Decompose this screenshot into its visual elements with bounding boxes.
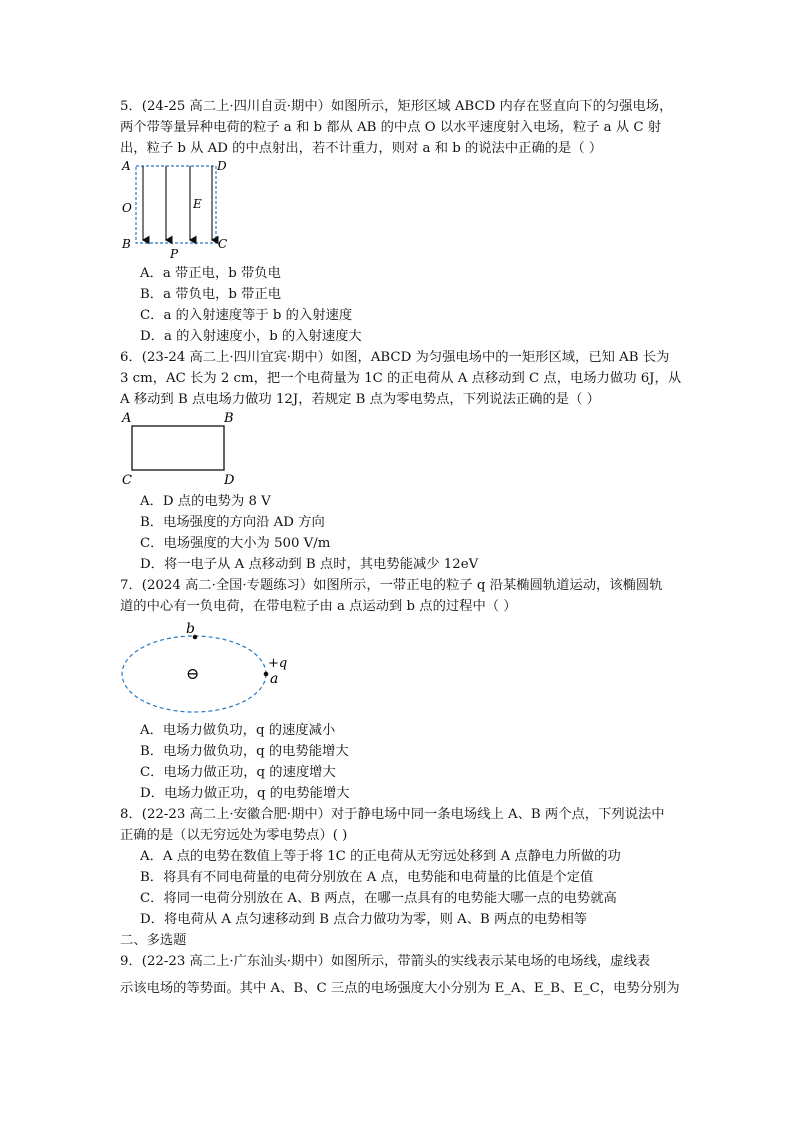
q9-line-2: 示该电场的等势面。其中 A、B、C 三点的电场强度大小分别为 E_A、E_B、E_C，电势分别为 <box>120 981 680 996</box>
q8-line-1: 8．(22-23 高二上·安徽合肥·期中）对于静电场中同一条电场线上 A、B 两个点，下列说法中 <box>120 807 665 822</box>
q7-option-a: A．电场力做负功，q 的速度减小 <box>140 723 336 738</box>
q9-line-1: 9．(22-23 高二上·广东汕头·期中）如图所示，带箭头的实线表示某电场的电场线，虚线表 <box>120 954 651 969</box>
q5-rect <box>136 166 216 243</box>
q6-figure <box>118 408 248 488</box>
q5-line-1: 5．(24-25 高二上·四川自贡·期中）如图所示，矩形区域 ABCD 内存在竖直向下的匀强电场， <box>120 99 673 114</box>
q8-option-a: A．A 点的电势在数值上等于将 1C 的正电荷从无穷远处移到 A 点静电力所做的功 <box>140 849 621 864</box>
q6-option-b: B．电场强度的方向沿 AD 方向 <box>140 515 325 530</box>
q6-option-c: C．电场强度的大小为 500 V/m <box>140 536 331 551</box>
q7-line-2: 道的中心有一负电荷，在带电粒子由 a 点运动到 b 点的过程中（ ） <box>120 599 517 614</box>
q5-line-3: 出，粒子 b 从 AD 的中点射出，若不计重力，则对 a 和 b 的说法中正确的是（ ） <box>120 141 603 156</box>
q7-line-1: 7．(2024 高二·全国·专题练习）如图所示，一带正电的粒子 q 沿某椭圆轨道运动，该椭圆轨 <box>120 578 663 593</box>
q5-figure <box>118 156 236 260</box>
q6-label-d: D <box>224 473 235 488</box>
q6-rect <box>132 426 224 470</box>
q5-label-a: A <box>122 159 131 173</box>
q8-option-c: C．将同一电荷分别放在 A、B 两点，在哪一点具有的电势能大哪一点的电势就高 <box>140 891 617 906</box>
q5-option-d: D．a 的入射速度小，b 的入射速度大 <box>140 329 362 344</box>
q6-option-a: A．D 点的电势为 8 V <box>140 494 271 509</box>
q5-label-e: E <box>193 197 202 211</box>
q5-label-p: P <box>170 247 179 260</box>
q7-label-q: +q <box>268 656 288 671</box>
q6-line-3: A 移动到 B 点电场力做功 12J，若规定 B 点为零电势点，下列说法正确的是（ ） <box>120 392 600 407</box>
section-heading: 二、多选题 <box>120 933 187 948</box>
q8-line-2: 正确的是（以无穷远处为零电势点）( ) <box>120 828 348 843</box>
q5-label-c: C <box>218 237 228 251</box>
q7-label-a: a <box>270 671 279 687</box>
q5-label-o: O <box>122 201 132 215</box>
q6-label-b: B <box>224 411 234 426</box>
q7-option-d: D．电场力做正功，q 的电势能增大 <box>140 786 350 801</box>
q6-option-d: D．将一电子从 A 点移动到 B 点时，其电势能减少 12eV <box>140 557 479 572</box>
q5-label-b: B <box>122 237 131 251</box>
q7-figure <box>118 617 298 717</box>
q7-option-c: C．电场力做正功，q 的速度增大 <box>140 765 336 780</box>
q5-option-a: A．a 带正电，b 带负电 <box>140 266 281 281</box>
q7-point-a <box>264 672 269 677</box>
q6-label-a: A <box>122 411 132 426</box>
q5-line-2: 两个带等量异种电荷的粒子 a 和 b 都从 AB 的中点 O 以水平速度射入电场，粒子 a 从 C 射 <box>120 120 662 135</box>
q5-option-c: C．a 的入射速度等于 b 的入射速度 <box>140 308 353 323</box>
negative-charge-icon: ⊖ <box>186 664 200 683</box>
q6-line-2: 3 cm，AC 长为 2 cm，把一个电荷量为 1C 的正电荷从 A 点移动到 C 点，电场力做功 6J，从 <box>120 371 682 386</box>
q7-option-b: B．电场力做负功，q 的电势能增大 <box>140 744 349 759</box>
q7-label-b: b <box>186 621 195 637</box>
q8-option-b: B．将具有不同电荷量的电荷分别放在 A 点，电势能和电荷量的比值是个定值 <box>140 870 594 885</box>
q6-line-1: 6．(23-24 高二上·四川宜宾·期中）如图，ABCD 为匀强电场中的一矩形区域，已知 AB 长为 <box>120 350 670 365</box>
q6-label-c: C <box>122 473 132 488</box>
q8-option-d: D．将电荷从 A 点匀速移动到 B 点合力做功为零，则 A、B 两点的电势相等 <box>140 912 588 927</box>
q5-label-d: D <box>217 159 227 173</box>
q5-option-b: B．a 带负电，b 带正电 <box>140 287 282 302</box>
